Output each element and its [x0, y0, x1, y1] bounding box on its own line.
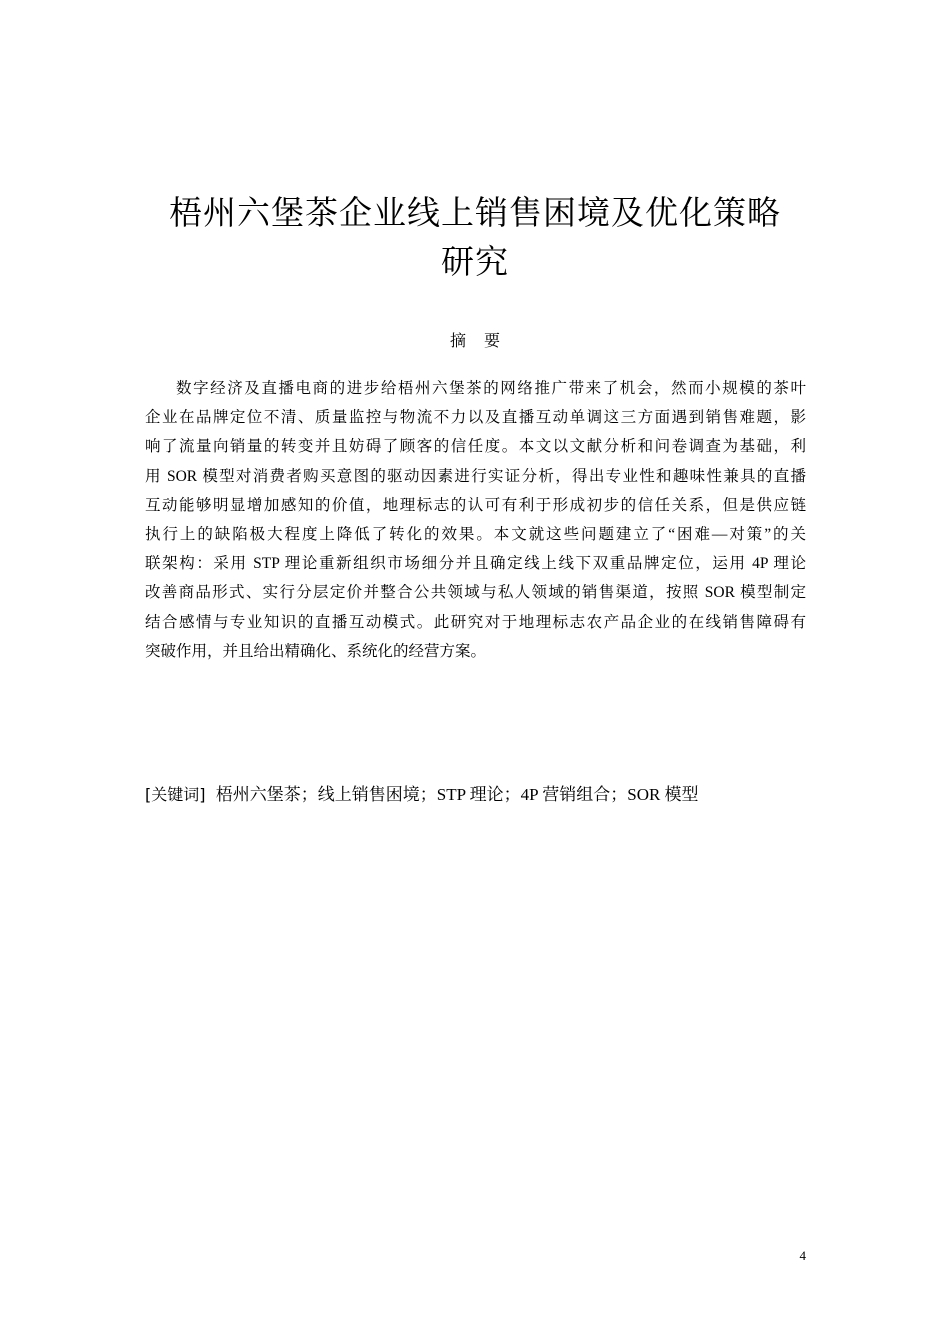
- document-title: [120, 188, 830, 286]
- abstract-heading: 摘要: [449, 331, 518, 350]
- abstract-line: 互动能够明显增加感知的价值，地理标志的认可有利于形成初步的信任关系，但是供应链: [145, 496, 806, 514]
- abstract-line: 联架构：采用 STP 理论重新组织市场细分并且确定线上线下双重品牌定位，运用 4P 理论: [145, 555, 806, 573]
- abstract-line: 改善商品形式、实行分层定价并整合公共领域与私人领域的销售渠道，按照 SOR 模型制定: [145, 584, 806, 602]
- page-number: 4: [799, 1248, 806, 1263]
- abstract-line: 数字经济及直播电商的进步给梧州六堡茶的网络推广带来了机会，然而小规模的茶叶: [176, 380, 806, 397]
- abstract-line: 执行上的缺陷极大程度上降低了转化的效果。本文就这些问题建立了“困难—对策”的关: [145, 525, 806, 543]
- abstract-line: 突破作用，并且给出精确化、系统化的经营方案。: [145, 642, 487, 660]
- keywords-text: 梧州六堡茶；线上销售困境；STP 理论；4P 营销组合；SOR 模型: [215, 785, 699, 804]
- title-line-1: 梧州六堡茶企业线上销售困境及优化策略: [169, 193, 781, 232]
- keywords-label: [关键词]: [145, 785, 206, 804]
- abstract-line: 用 SOR 模型对消费者购买意图的驱动因素进行实证分析，得出专业性和趣味性兼具的直播: [145, 467, 806, 485]
- keywords: [145, 782, 806, 808]
- abstract-line: 响了流量向销量的转变并且妨碍了顾客的信任度。本文以文献分析和问卷调查为基础，利: [145, 438, 806, 456]
- title-line-2: 研究: [441, 242, 509, 281]
- abstract-line: 结合感情与专业知识的直播互动模式。此研究对于地理标志农产品企业的在线销售障碍有: [145, 613, 806, 631]
- abstract-line: 企业在品牌定位不清、质量监控与物流不力以及直播互动单调这三方面遇到销售难题，影: [145, 409, 806, 427]
- abstract-body: [145, 374, 806, 666]
